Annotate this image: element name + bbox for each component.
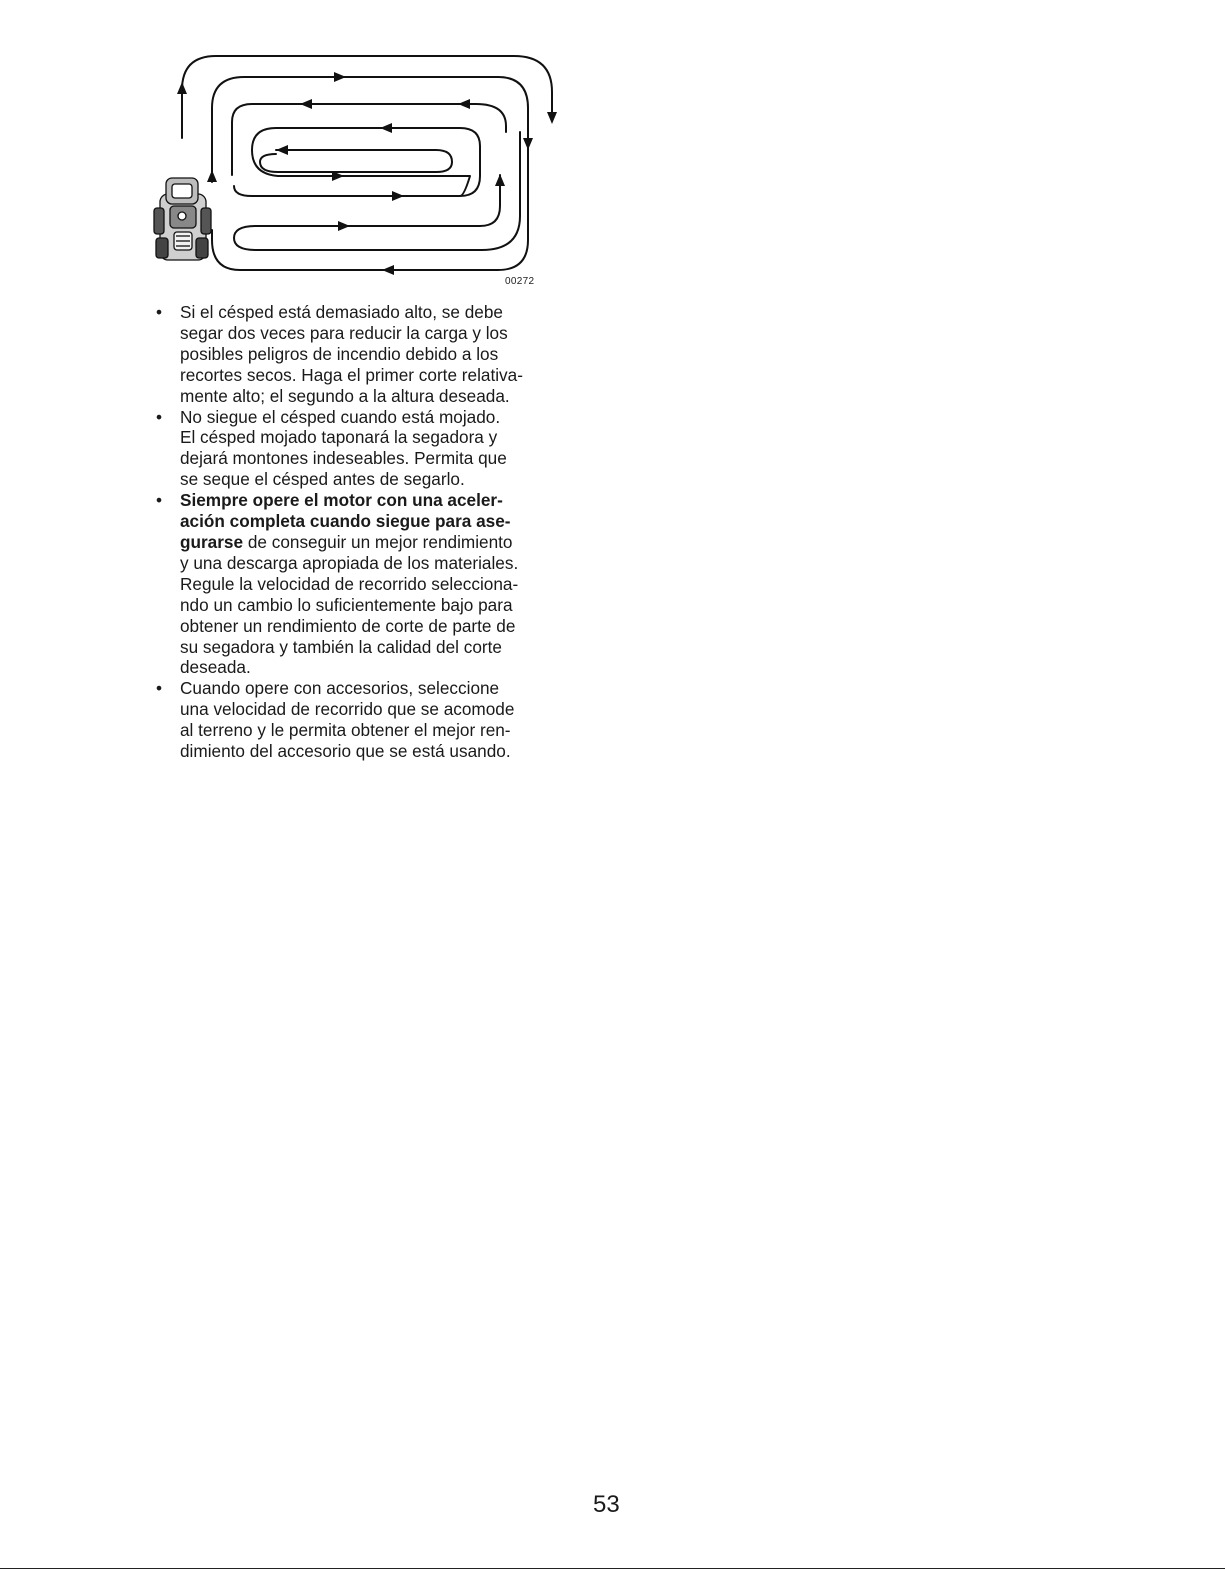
bullet-list [154, 302, 602, 762]
figure-code: 00272 [505, 276, 535, 287]
page-number: 53 [593, 1491, 620, 1518]
mowing-pattern-diagram [150, 48, 570, 298]
list-item: • Siempre opere el motor con una aceler- ación completa cuando siegue para ase- gurarse de conseguir un mejor rendimiento y una descarga apropiada de los materiales. Regule la velocidad de recorrido selecciona- ndo un cambio lo suficientemente bajo para obtener un rendimiento de corte de parte de su segadora y también la calidad del corte deseada. [156, 490, 519, 678]
inner-path [234, 128, 480, 196]
bullet-icon: • [156, 406, 163, 427]
third-upper-path [232, 104, 506, 175]
bottom-rule [0, 1568, 1225, 1569]
bullet-icon: • [156, 678, 163, 699]
bullet-icon: • [156, 302, 163, 322]
list-item: • Si el césped está demasiado alto, se debe segar dos veces para reducir la carga y los posibles peligros de incendio debido a los recortes secos. Haga el primer corte relativa- mente alto; el segundo a la altura deseada. [156, 302, 523, 406]
riding-mower-icon [154, 178, 211, 260]
bullet-icon: • [156, 490, 163, 511]
outer-path [182, 56, 552, 138]
list-item: • Cuando opere con accesorios, seleccione una velocidad de recorrido que se acomode al terreno y le permita obtener el mejor ren- dimiento del accesorio que se está usando. [156, 678, 515, 762]
list-item: • No siegue el césped cuando está mojado. El césped mojado taponará la segadora y dejará montones indeseables. Permita que se seque el césped antes de segarlo. [156, 406, 507, 490]
arrow-icon [177, 72, 557, 275]
innermost-path [260, 150, 452, 172]
